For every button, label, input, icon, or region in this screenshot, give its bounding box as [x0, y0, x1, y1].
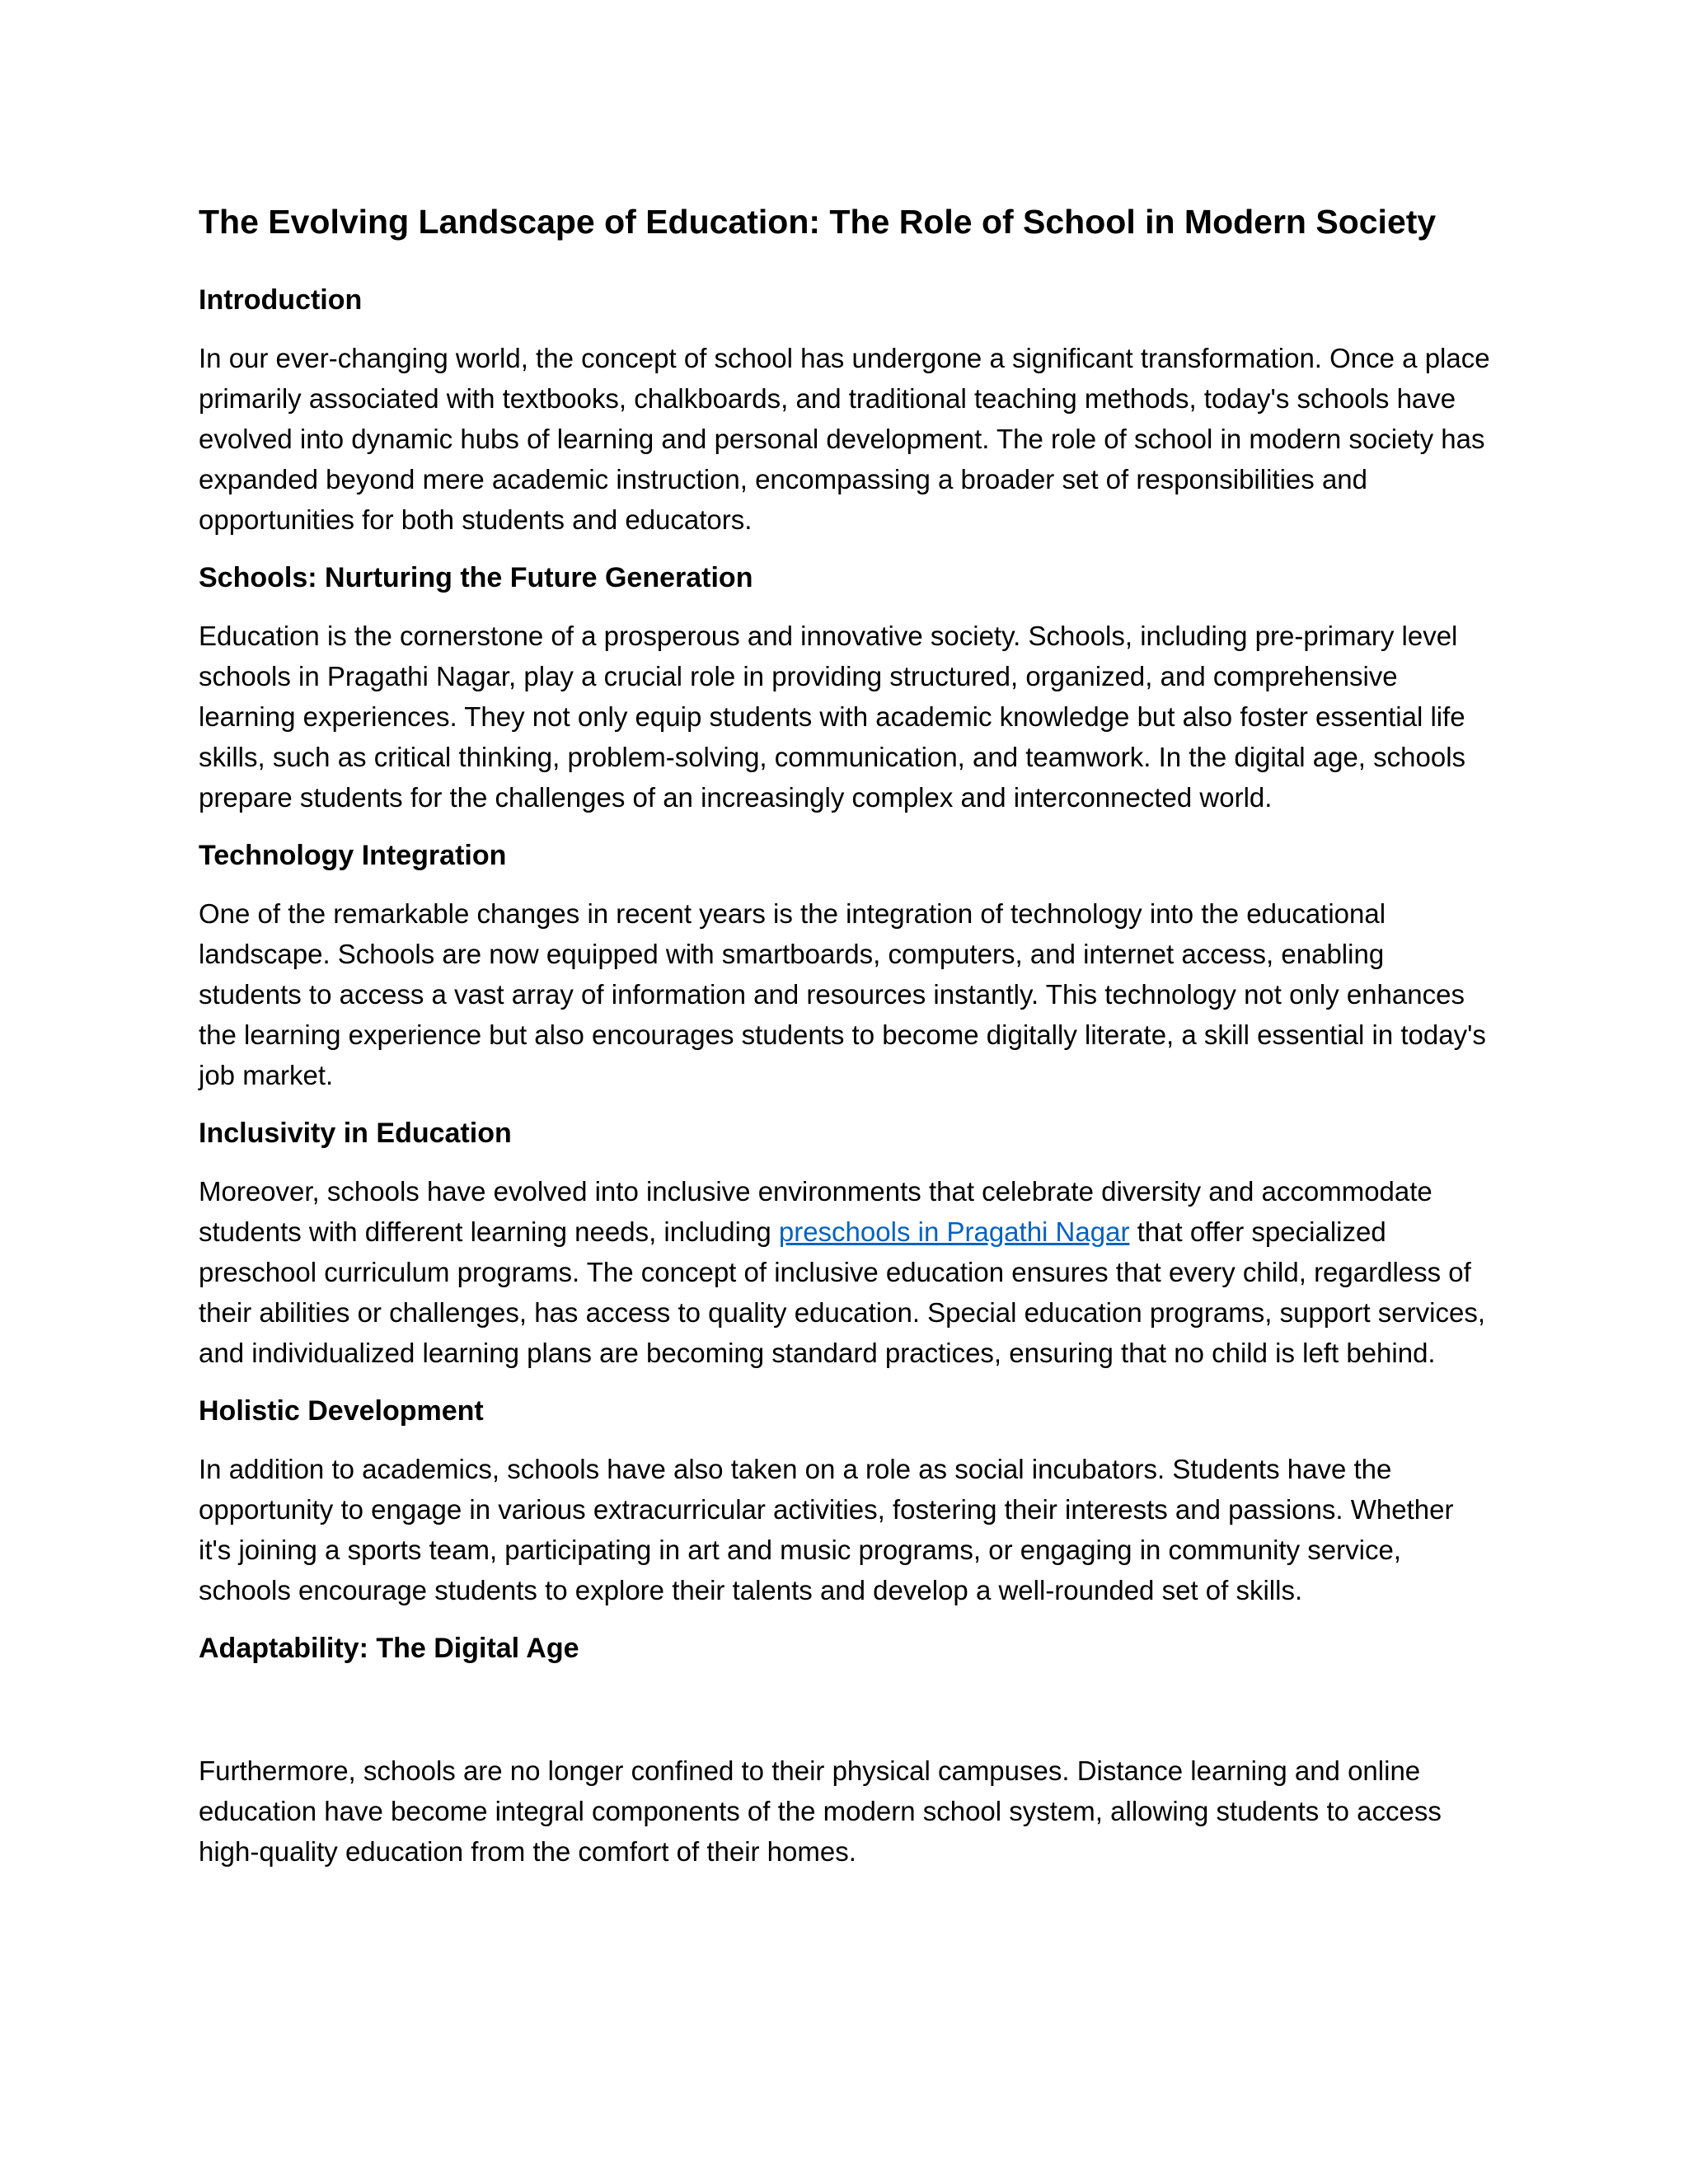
- section-paragraph-nurturing: Education is the cornerstone of a prosperous and innovative society. Schools, including pre-primary level schools in Pragathi Nagar, play a crucial role in providing structured, organized, and comprehensive learning experiences. They not only equip students with academic knowledge but also foster essential life skills, such as critical thinking, problem-solving, communication, and teamwork. In the digital age, schools prepare students for the challenges of an increasingly complex and interconnected world.: [199, 621, 1466, 813]
- section-heading-adaptability: Adaptability: The Digital Age: [199, 1633, 579, 1664]
- inclusivity-text-after-link: that offer specialized preschool curriculum programs. The concept of inclusive education ensures that every child, regardless of their abilities or challenges, has access to quality education. Special education programs, support services, and individualized learning plans are becoming standard practices, ensuring that no child is left behind.: [199, 1216, 1486, 1368]
- section-heading-inclusivity: Inclusivity in Education: [199, 1118, 512, 1149]
- section-heading-technology: Technology Integration: [199, 840, 507, 871]
- section-paragraph-holistic: In addition to academics, schools have also taken on a role as social incubators. Students have the opportunity to engage in various extracurricular activities, fostering their interests and passions. Whether it's joining a sports team, participating in art and music programs, or engaging in community service, schools encourage students to explore their talents and develop a well-rounded set of skills.: [199, 1454, 1454, 1605]
- section-heading-nurturing: Schools: Nurturing the Future Generation: [199, 562, 753, 593]
- section-paragraph-inclusivity: [199, 1171, 1493, 1373]
- section-heading-holistic: Holistic Development: [199, 1395, 484, 1427]
- section-paragraph-introduction: In our ever-changing world, the concept of school has undergone a significant transformation. Once a place primarily associated with textbooks, chalkboards, and traditional teaching methods, today's schools have evolved into dynamic hubs of learning and personal development. The role of school in modern society has expanded beyond mere academic instruction, encompassing a broader set of responsibilities and opportunities for both students and educators.: [199, 343, 1490, 535]
- inclusivity-text-before-link: Moreover, schools have evolved into inclusive environments that celebrate diversity and accommodate students with different learning needs, including: [199, 1176, 1432, 1247]
- section-heading-introduction: Introduction: [199, 284, 363, 316]
- preschools-link[interactable]: preschools in Pragathi Nagar: [778, 1216, 1130, 1247]
- document-title: The Evolving Landscape of Education: The Role of School in Modern Society: [199, 203, 1437, 241]
- document-page: [199, 198, 1493, 1890]
- section-paragraph-adaptability: Furthermore, schools are no longer confined to their physical campuses. Distance learning and online education have become integral components of the modern school system, allowing students to access high-quality education from the comfort of their homes.: [199, 1755, 1442, 1867]
- section-paragraph-technology: One of the remarkable changes in recent years is the integration of technology into the educational landscape. Schools are now equipped with smartboards, computers, and internet access, enabling students to access a vast array of information and resources instantly. This technology not only enhances the learning experience but also encourages students to become digitally literate, a skill essential in today's job market.: [199, 898, 1486, 1090]
